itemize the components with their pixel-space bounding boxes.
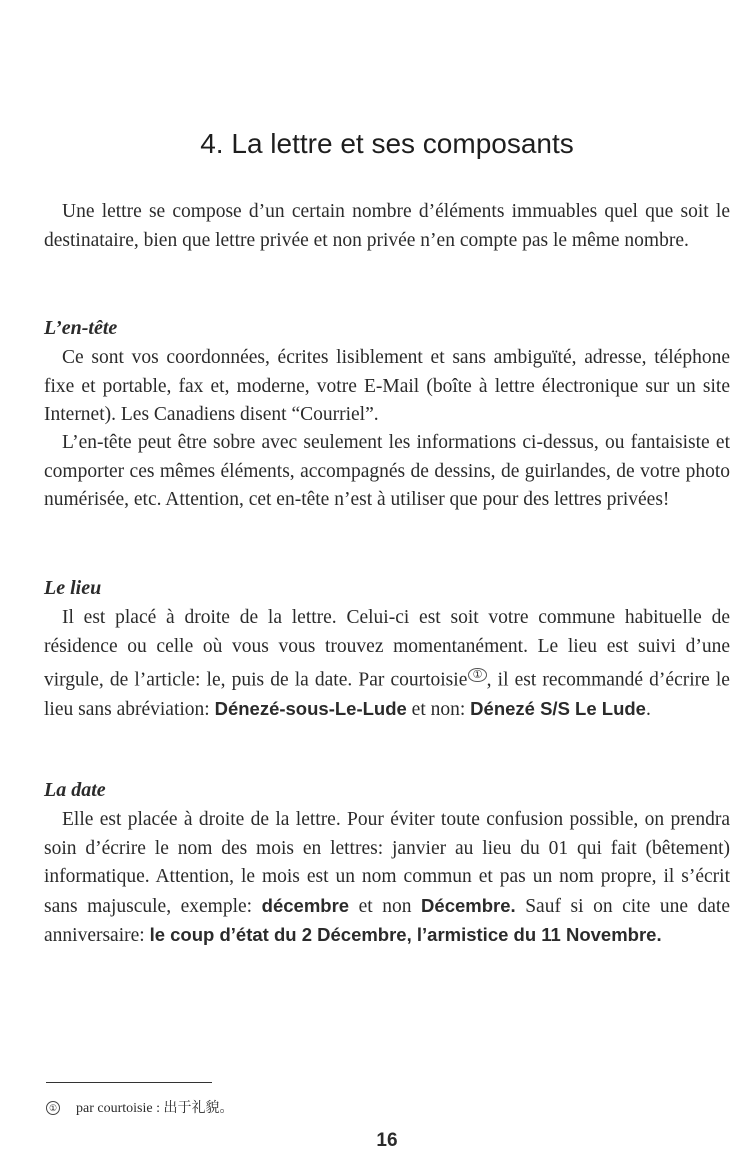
lieu-example-correct: Dénezé-sous-Le-Lude (214, 698, 407, 720)
footnote-ref-mark: ① (468, 668, 486, 682)
page-number: 16 (376, 1130, 398, 1151)
section-heading-date: La date (44, 779, 106, 801)
section-heading-lieu: Le lieu (44, 577, 102, 599)
page-title: 4. La lettre et ses composants (200, 128, 574, 159)
lieu-text-a: Il est placé à droite de la lettre. Celui-ci est soit votre commune habituelle de résidence ou celle où vous vous trouvez momentanément. Le lieu est suivi d’une virgule, de l’article: le, puis de la date. Par courtoisie (44, 607, 730, 691)
date-text-a: Elle est placée à droite de la lettre. Pour éviter toute confusion possible, on prendra soin d’écrire le nom des mois en lettres: janvier au lieu du 01 qui fait (bêtement) informatique. Attention, le mois est un nom commun et pas un nom propre, il s’écrit sans majuscule, exemple: (44, 809, 730, 917)
lieu-example-wrong: Dénezé S/S Le Lude (470, 698, 646, 720)
date-example-wrong: Décembre. (421, 894, 516, 916)
entete-paragraph-1: Ce sont vos coordonnées, écrites lisiblement et sans ambiguïté, adresse, téléphone fixe et portable, fax et, moderne, votre E-Mail (boîte à lettre électronique sur un site Internet). Les Canadiens disent “Courriel”. (44, 347, 730, 426)
footnote-divider (46, 1082, 212, 1083)
date-text-mid: et non (349, 895, 422, 917)
lieu-text-end: . (645, 699, 651, 721)
date-example-correct: décembre (261, 894, 350, 916)
footnote-mark: ① (46, 1101, 60, 1115)
section-heading-entete: L’en-tête (44, 317, 118, 339)
lieu-paragraph (44, 604, 730, 725)
date-example-anniversary: le coup d’état du 2 Décembre, l’armistice du 11 Novembre. (149, 924, 662, 946)
footnote (46, 1097, 233, 1117)
intro-paragraph: Une lettre se compose d’un certain nombre d’éléments immuables quel que soit le destinataire, bien que lettre privée et non privée n’en compte pas le même nombre. (44, 201, 730, 251)
lieu-text-mid: et non: (406, 699, 471, 721)
page (44, 0, 730, 1168)
date-paragraph (44, 806, 730, 951)
date-text-mid2: Sauf si on cite une date anniversaire: (44, 895, 731, 947)
lieu-text-b: , il est recommandé d’écrire le lieu sans abréviation: (44, 669, 730, 721)
entete-paragraph-2: L’en-tête peut être sobre avec seulement les informations ci-dessus, ou fantaisiste et comporter ces mêmes éléments, accompagnés de dessins, de guirlandes, de votre photo numérisée, etc. Attention, cet en-tête n’est à utiliser que pour des lettres privées! (44, 432, 730, 511)
footnote-text: par courtoisie : 出于礼貌。 (76, 1101, 234, 1116)
